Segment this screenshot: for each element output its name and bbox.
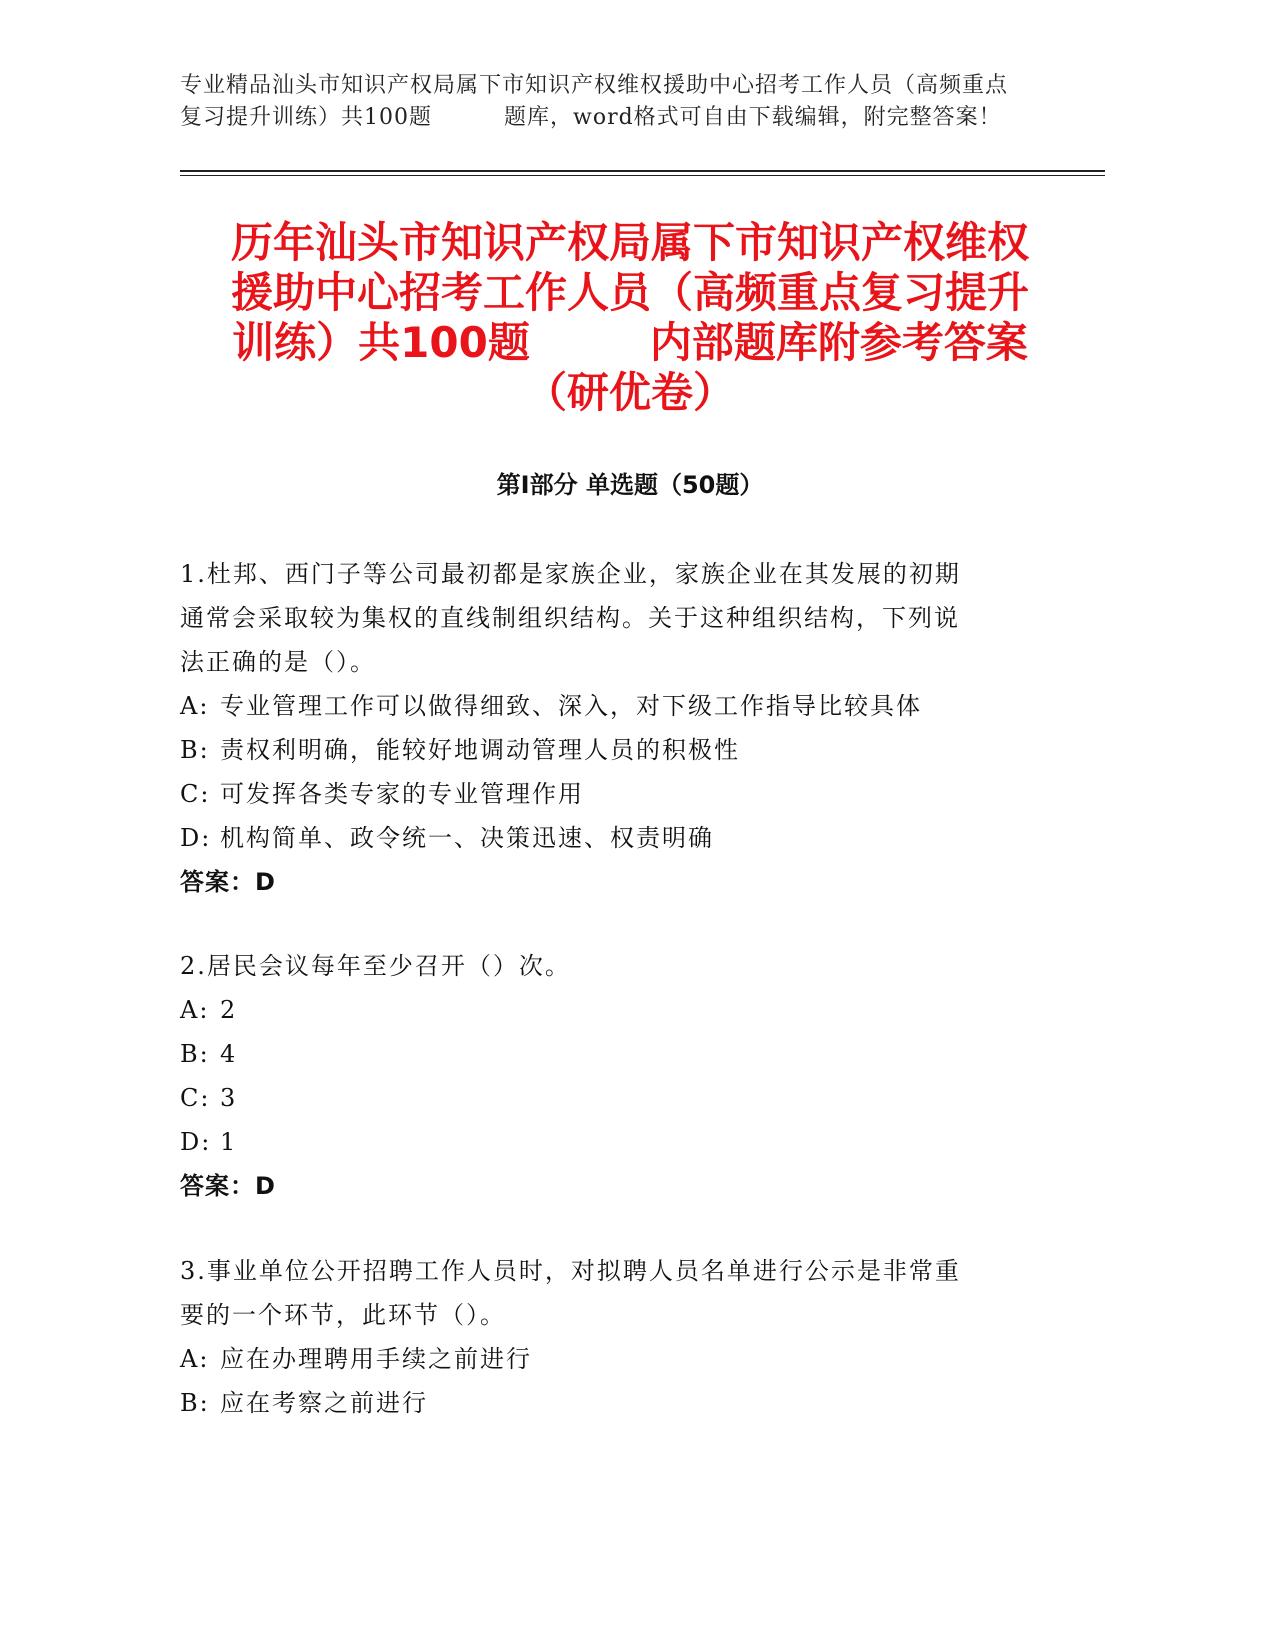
page-header [180, 70, 1110, 134]
option-a [180, 684, 1040, 728]
option-text: 责权利明确，能较好地调动管理人员的积极性 [220, 736, 740, 764]
option-a [180, 988, 1040, 1032]
header-line-1: 专业精品汕头市知识产权局属下市知识产权维权援助中心招考工作人员（高频重点 [180, 73, 1009, 98]
header-line-2-right: 题库，word格式可自由下载编辑，附完整答案！ [504, 105, 1002, 130]
option-text: 机构简单、政令统一、决策迅速、权责明确 [220, 824, 714, 852]
question-stem [180, 944, 1040, 988]
title-line-1: 历年汕头市知识产权局属下市知识产权维权 [230, 218, 1029, 267]
option-key: A: [180, 996, 210, 1024]
option-key: B: [180, 1389, 210, 1417]
option-b [180, 1381, 1040, 1425]
option-text: 应在办理聘用手续之前进行 [220, 1345, 532, 1373]
option-text: 3 [220, 1084, 238, 1112]
stem-line: 2.居民会议每年至少召开（）次。 [180, 952, 571, 980]
option-text: 2 [220, 996, 238, 1024]
title-line-3-right: 内部题库附参考答案 [649, 318, 1028, 367]
option-key: C: [180, 1084, 211, 1112]
option-text: 4 [220, 1040, 238, 1068]
option-key: A: [180, 692, 210, 720]
question-item [180, 944, 1040, 1208]
header-rule-thin [180, 175, 1105, 176]
title-line-3 [180, 318, 1080, 368]
option-key: A: [180, 1345, 210, 1373]
option-text: 专业管理工作可以做得细致、深入，对下级工作指导比较具体 [220, 692, 922, 720]
title-line-3-left: 训练）共100题 [232, 318, 530, 367]
header-line-2 [180, 102, 1110, 134]
answer-label: 答案：D [180, 868, 276, 896]
option-c [180, 772, 1040, 816]
stem-line: 法正确的是（）。 [180, 648, 376, 676]
stem-line: 1.杜邦、西门子等公司最初都是家族企业，家族企业在其发展的初期 [180, 560, 961, 588]
header-rule-thick [180, 170, 1105, 172]
option-d [180, 816, 1040, 860]
option-key: B: [180, 1040, 210, 1068]
title-line-4: （研优卷） [524, 368, 735, 417]
option-text: 1 [220, 1128, 238, 1156]
answer-label: 答案：D [180, 1172, 276, 1200]
section-heading: 第Ⅰ部分 单选题（50题） [496, 471, 764, 499]
question-item [180, 552, 1040, 904]
title-line-2: 援助中心招考工作人员（高频重点复习提升 [230, 268, 1029, 317]
option-b [180, 728, 1040, 772]
stem-line: 通常会采取较为集权的直线制组织结构。关于这种组织结构，下列说 [180, 604, 960, 632]
document-title [180, 218, 1080, 418]
option-c [180, 1076, 1040, 1120]
question-stem [180, 552, 1040, 684]
option-key: D: [180, 824, 212, 852]
option-text: 可发挥各类专家的专业管理作用 [220, 780, 584, 808]
stem-line: 3.事业单位公开招聘工作人员时，对拟聘人员名单进行公示是非常重 [180, 1257, 961, 1285]
option-b [180, 1032, 1040, 1076]
header-line-2-left: 复习提升训练）共100题 [180, 105, 432, 130]
option-key: C: [180, 780, 211, 808]
question-stem [180, 1249, 1040, 1337]
option-d [180, 1120, 1040, 1164]
option-key: B: [180, 736, 210, 764]
question-item [180, 1249, 1040, 1425]
stem-line: 要的一个环节，此环节（）。 [180, 1301, 506, 1329]
option-a [180, 1337, 1040, 1381]
option-key: D: [180, 1128, 212, 1156]
option-text: 应在考察之前进行 [220, 1389, 428, 1417]
